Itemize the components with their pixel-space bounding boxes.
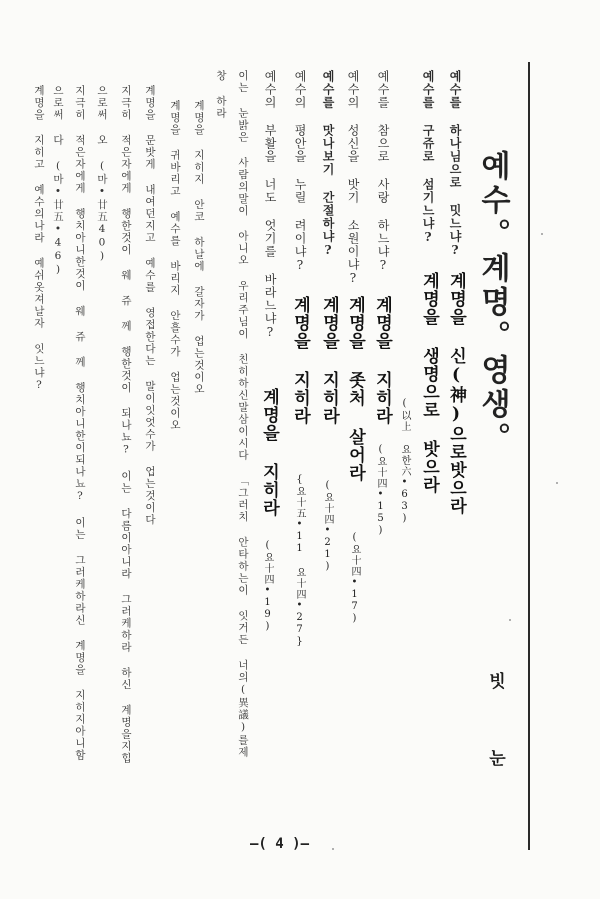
question-2: 예수를 구쥬로 섬기느냐? [421, 70, 435, 245]
scan-speck [556, 482, 558, 484]
body-line-2: 창 하라 [215, 70, 227, 120]
page-border-line [528, 62, 530, 850]
reference-3: (요十四•15) [375, 444, 386, 537]
answer-4: 계명을 좃처 살어라 [345, 296, 365, 482]
body-line-5: 계명을 문밧게 내여던지고 예수를 영접한다는 말이잇엇수가 업는것이다 [144, 85, 156, 526]
reference-6: {요十五•11 요十四•27} [294, 474, 305, 648]
answer-7: 계명을 지히라 [259, 388, 279, 517]
reference-4: (요十四•17) [349, 532, 360, 625]
body-line-9: 으로써 다 (마•廿五•46) [52, 85, 64, 277]
scan-speck [332, 848, 334, 850]
body-line-1: 이는 눈밝은 사람의말이 아니오 우리주님이 친히하신말삼이시다 「그러치 안타하는이 잇거든 너의(異議)를제 [237, 70, 249, 759]
question-1: 예수를 하나님으로 밋느냐? [448, 70, 462, 258]
answer-2: 계명을 생명으로 밧으라 [419, 272, 439, 494]
body-line-4: 계명을 귀바리고 예수를 바리지 안흘수가 업는것이오 [169, 100, 181, 432]
scan-speck [509, 619, 511, 621]
question-7: 예수의 부활을 너도 엇기를 바라느냐? [263, 70, 277, 340]
question-3: 예수를 참으로 사랑 하느냐? [376, 70, 390, 273]
answer-5: 계명을 지히라 [319, 296, 339, 425]
reference-2: (以上 요한六•63) [399, 398, 410, 525]
author-name: 빗 눈 [485, 672, 505, 786]
scan-speck [541, 233, 543, 235]
reference-5: (요十四•21) [322, 480, 333, 573]
question-5: 예수를 맛나보기 간절하냐? [321, 70, 335, 258]
body-line-10: 계명을 지히고 예수의나라 예쉬옷져날자 잇느냐? [33, 85, 45, 393]
body-line-8: 지극히 적은자에게 행치아니한것이 웨 쥬 께 행치아니한이되나뇨? 이는 그러케하라신 계명을 지히지아니함 [74, 85, 86, 762]
answer-1: 계명을 신(神)으로밧으라 [446, 272, 466, 515]
body-line-6: 지극히 적은자에게 행한것이 웨 쥬 께 행한것이 되나뇨? 이는 다름이아니라 그러케하라 하신 계명을지힙 [120, 85, 132, 765]
reference-7: (요十四•19) [262, 540, 273, 633]
article-title: 예수。계명。영생。 [475, 150, 510, 456]
body-line-3: 계명을 지히지 안코 하날에 갈자가 업는것이오 [193, 100, 205, 396]
page-number: —( 4 )— [250, 836, 310, 852]
answer-6: 계명을 지히라 [290, 296, 310, 425]
body-line-7: 으로써 오 (마•廿五40) [96, 85, 108, 264]
question-4: 예수의 성신을 밧기 소원이냐? [346, 70, 360, 286]
answer-3: 계명을 지히라 [372, 296, 392, 425]
question-6: 예수의 평안을 누릴 려이냐? [293, 70, 307, 273]
